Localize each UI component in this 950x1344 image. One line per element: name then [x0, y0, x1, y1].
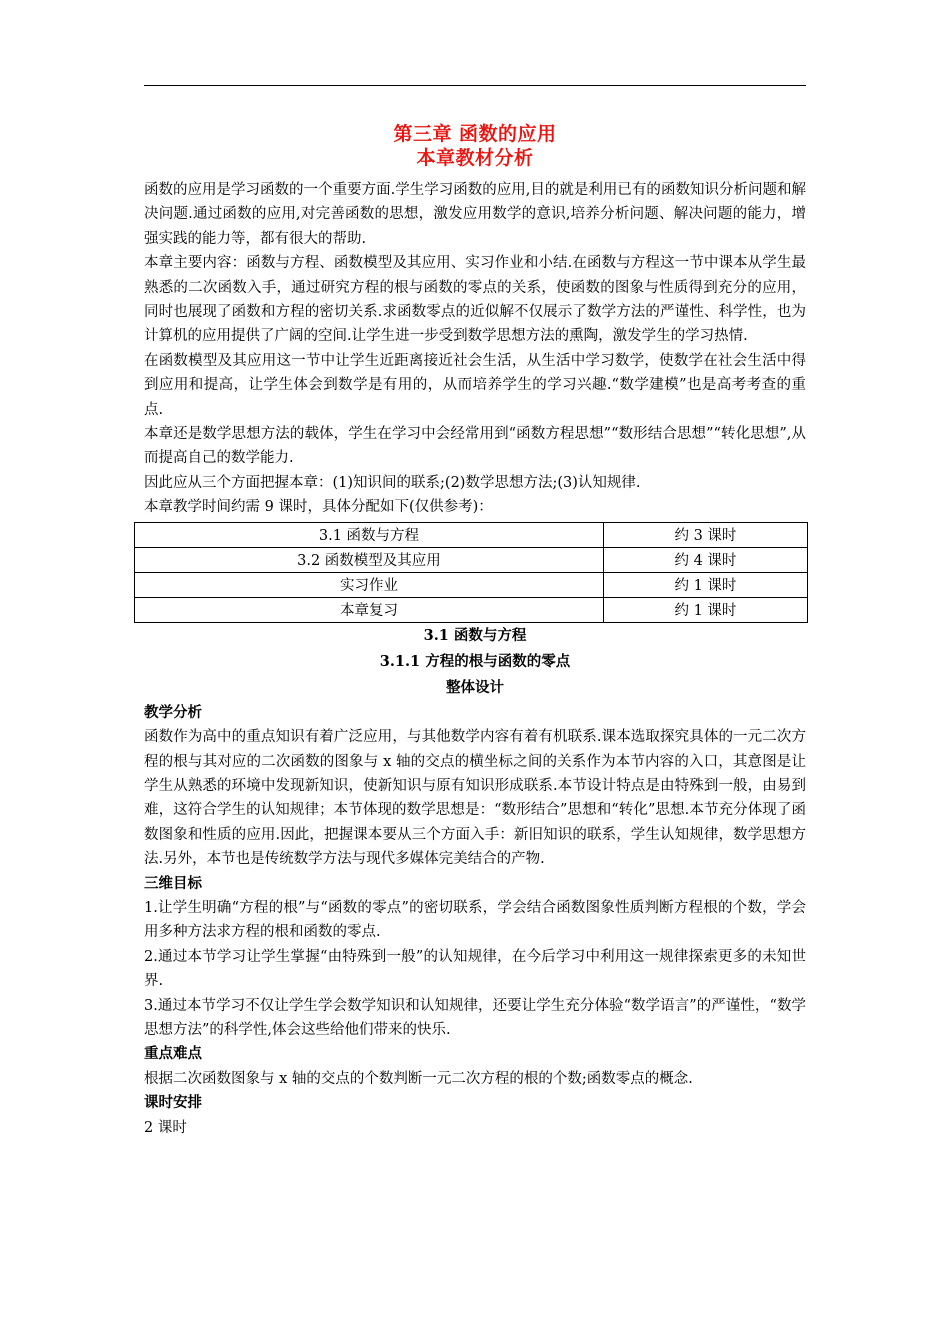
schedule-table: [134, 522, 808, 623]
schedule-heading: 课时安排: [144, 1094, 202, 1112]
section-subheading: 3.1.1 方程的根与函数的零点: [379, 652, 571, 670]
intro-paragraph: 在函数模型及其应用这一节中让学生近距离接近社会生活，从生活中学习数学，使数学在社会生活中得到应用和提高，让学生体会到数学是有用的，从而培养学生的学习兴趣.“数学建模”也是高考考查的重点.: [144, 352, 806, 418]
table-cell-hours: 约 1 课时: [603, 597, 807, 622]
objective-item: 2.通过本节学习让学生掌握“由特殊到一般”的认知规律，在今后学习中利用这一规律探索更多的未知世界.: [144, 948, 806, 990]
design-heading: 整体设计: [446, 678, 504, 696]
key-points-text: 根据二次函数图象与 x 轴的交点的个数判断一元二次方程的根的个数;函数零点的概念.: [144, 1070, 693, 1087]
table-row: [135, 572, 808, 597]
intro-paragraph: 因此应从三个方面把握本章：(1)知识间的联系;(2)数学思想方法;(3)认知规律.: [144, 474, 641, 491]
schedule-text: 2 课时: [144, 1119, 187, 1136]
table-cell-topic: 3.2 函数模型及其应用: [135, 547, 604, 572]
intro-paragraph: 本章教学时间约需 9 课时，具体分配如下(仅供参考)：: [144, 499, 493, 516]
chapter-title: 第三章 函数的应用: [393, 123, 557, 145]
table-cell-topic: 本章复习: [135, 597, 604, 622]
intro-paragraph: 本章还是数学思想方法的载体，学生在学习中会经常用到“函数方程思想”“数形结合思想”“转化思想”,从而提高自己的数学能力.: [144, 426, 806, 467]
objectives-heading: 三维目标: [144, 874, 202, 892]
table-cell-topic: 3.1 函数与方程: [135, 522, 604, 547]
document-body: [144, 122, 806, 1140]
table-cell-hours: 约 1 课时: [603, 572, 807, 597]
teaching-analysis-heading: 教学分析: [144, 703, 202, 721]
key-points-heading: 重点难点: [144, 1045, 202, 1063]
header-rule: [144, 85, 806, 86]
table-row: [135, 547, 808, 572]
table-row: [135, 522, 808, 547]
table-cell-topic: 实习作业: [135, 572, 604, 597]
chapter-subtitle: 本章教材分析: [416, 147, 534, 169]
table-cell-hours: 约 4 课时: [603, 547, 807, 572]
teaching-analysis-paragraph: 函数作为高中的重点知识有着广泛应用，与其他数学内容有着有机联系.课本选取探究具体的一元二次方程的根与其对应的二次函数的图象与 x 轴的交点的横坐标之间的关系作为本节内容的入口，其意图是让学生从熟悉的环境中发现新知识，使新知识与原有知识形成联系.本节设计特点是由特殊到一般，由易到难，这符合学生的认知规律；本节体现的数学思想是：“数形结合”思想和“转化”思想.本节充分体现了函数图象和性质的应用.因此，把握课本要从三个方面入手：新旧知识的联系，学生认知规律，数学思想方法.另外，本节也是传统数学方法与现代多媒体完美结合的产物.: [144, 729, 806, 868]
objective-item: 3.通过本节学习不仅让学生学会数学知识和认知规律，还要让学生充分体验“数学语言”的严谨性，“数学思想方法”的科学性,体会这些给他们带来的快乐.: [144, 997, 806, 1038]
objective-item: 1.让学生明确“方程的根”与“函数的零点”的密切联系，学会结合函数图象性质判断方程根的个数，学会用多种方法求方程的根和函数的零点.: [144, 899, 806, 941]
section-heading: 3.1 函数与方程: [423, 626, 527, 644]
table-row: [135, 597, 808, 622]
intro-paragraph: 本章主要内容：函数与方程、函数模型及其应用、实习作业和小结.在函数与方程这一节中课本从学生最熟悉的二次函数入手，通过研究方程的根与函数的零点的关系，使函数的图象与性质得到充分的应用，同时也展现了函数和方程的密切关系.求函数零点的近似解不仅展示了数学方法的严谨性、科学性，也为计算机的应用提供了广阔的空间.让学生进一步受到数学思想方法的熏陶，激发学生的学习热情.: [144, 255, 806, 345]
intro-paragraph: 函数的应用是学习函数的一个重要方面.学生学习函数的应用,目的就是利用已有的函数知识分析问题和解决问题.通过函数的应用,对完善函数的思想，激发应用数学的意识,培养分析问题、解决问题的能力，增强实践的能力等，都有很大的帮助.: [144, 182, 806, 247]
table-cell-hours: 约 3 课时: [603, 522, 807, 547]
